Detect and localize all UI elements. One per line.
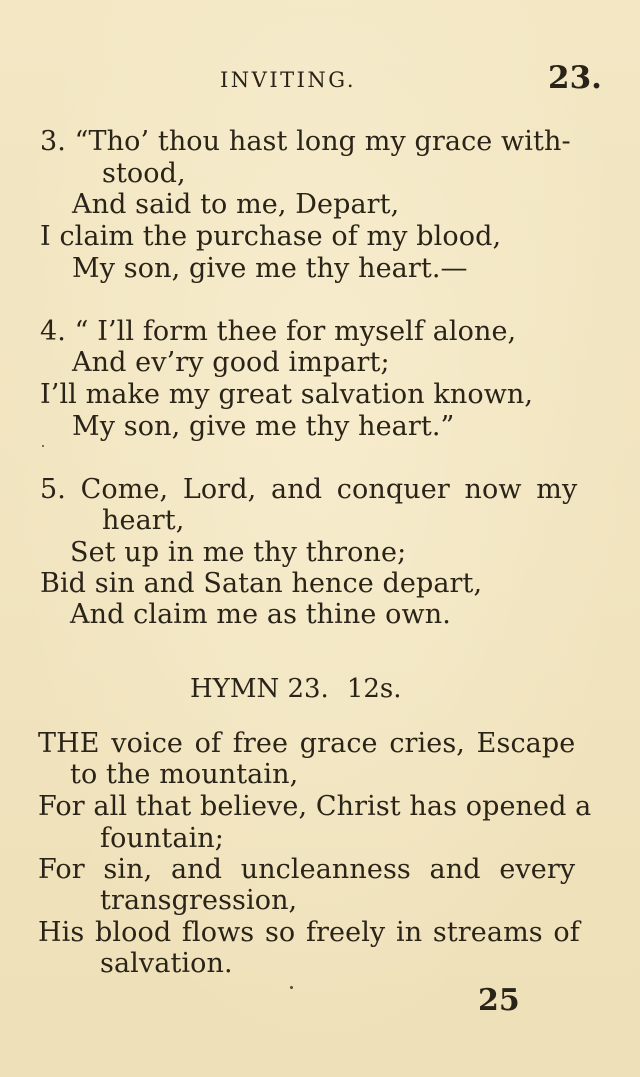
stanza-3-line-4: I claim the purchase of my blood, xyxy=(40,221,502,252)
stanza-5-line-4: Bid sin and Satan hence depart, xyxy=(40,568,483,599)
stanza-5-line-3: Set up in me thy throne; xyxy=(70,537,407,568)
stanza-4-line-1: 4. “ I’ll form thee for myself alone, xyxy=(40,316,517,347)
stanza-4-line-4: My son, give me thy heart.” xyxy=(72,411,455,442)
hymn-number: HYMN 23. xyxy=(190,674,329,704)
stanza-5-line-2: heart, xyxy=(102,505,185,536)
stanza-5-line-5: And claim me as thine own. xyxy=(70,599,451,630)
hymn-line-8: salvation. xyxy=(100,948,233,979)
page-number: 23. xyxy=(548,60,602,96)
stanza-4-line-2: And ev’ry good impart; xyxy=(72,347,390,378)
stanza-3-line-3: And said to me, Depart, xyxy=(72,189,400,220)
signature-mark: 25 xyxy=(478,983,520,1018)
stanza-4-line-3: I’ll make my great salvation known, xyxy=(40,379,534,410)
hymn-line-7: His blood flows so freely in streams of xyxy=(38,917,580,948)
hymn-heading xyxy=(190,674,402,704)
stanza-3-line-5: My son, give me thy heart.— xyxy=(72,253,468,284)
hymn-line-4: fountain; xyxy=(100,823,224,854)
ink-speck xyxy=(290,986,293,989)
hymn-line-1: THE voice of free grace cries, Escape xyxy=(38,728,576,759)
stanza-3-line-1: 3. “Tho’ thou hast long my grace with- xyxy=(40,126,571,157)
hymn-line-2: to the mountain, xyxy=(70,759,299,790)
hymn-line-5: For sin, and uncleanness and every xyxy=(38,854,576,885)
hymn-line-3: For all that believe, Christ has opened a xyxy=(38,791,592,822)
hymn-line-6: transgression, xyxy=(100,885,298,916)
stanza-5-line-1: 5. Come, Lord, and conquer now my xyxy=(40,474,578,505)
stanza-3-line-2: stood, xyxy=(102,158,186,189)
ink-speck xyxy=(42,445,44,447)
hymn-meter: 12s. xyxy=(346,674,402,704)
running-head-title: INVITING. xyxy=(220,68,357,92)
